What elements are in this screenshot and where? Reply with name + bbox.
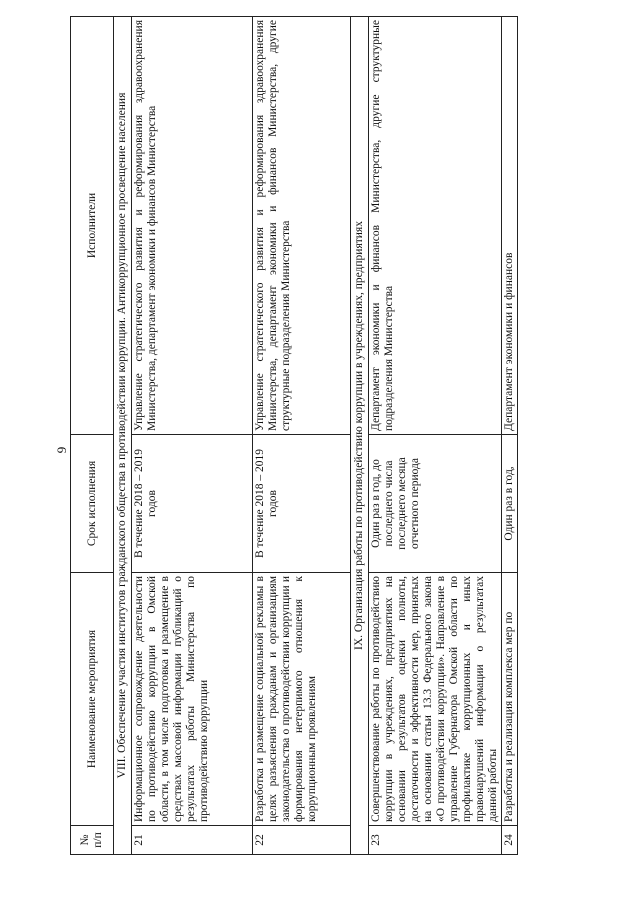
row-name: Информационное сопровождение деятельности по противодействию коррупции в Омской области, в том числе подготовка и размещение в средствах массовой информации публикаций о результатах работы Министерства по противодействию коррупции [132, 573, 253, 826]
table-row [369, 17, 502, 855]
table-row [502, 17, 518, 855]
header-name: Наименование мероприятия [71, 573, 114, 826]
row-name: Разработка и размещение социальной рекламы в целях разъяснения гражданам и организациям законодательства о противодействии коррупции и формирования нетерпимого отношения к коррупционным проявлениям [253, 573, 351, 826]
rotated-page [50, 20, 590, 855]
row-num: 24 [502, 826, 518, 855]
row-term: Один раз в год, [502, 435, 518, 573]
row-executors: Управление стратегического развития и реформирования здравоохранения Министерства, департамент экономики и финансов Министерства, другие структурные подразделения Министерства [253, 17, 351, 435]
row-term: Один раз в год, до последнего числа последнего месяца отчетного периода [369, 435, 502, 573]
row-num: 21 [132, 826, 253, 855]
table-row [132, 17, 253, 855]
table-row [253, 17, 351, 855]
row-executors: Департамент экономики и финансов [502, 17, 518, 435]
row-term: В течение 2018 – 2019 годов [253, 435, 351, 573]
table-header-row [71, 17, 114, 855]
section-row-ix [351, 17, 369, 855]
header-executors: Исполнители [71, 17, 114, 435]
page-number: 9 [54, 446, 69, 454]
header-num: № п/п [71, 826, 114, 855]
section-title-ix: IX. Организация работы по противодействию коррупции в учреждениях, предприятиях [351, 17, 369, 855]
measures-table [70, 16, 518, 855]
row-name: Совершенствование работы по противодействию коррупции в учреждениях, предприятиях на основании результатов оценки полноты, достаточности и эффективности мер, принятых на основании статьи 13.3 Федерального закона «О противодействии коррупции». Направление в управление Губернатора Омской области по профилактике коррупционных и иных правонарушений информации о результатах данной работы [369, 573, 502, 826]
section-row-viii [114, 17, 132, 855]
row-num: 22 [253, 826, 351, 855]
header-term: Срок исполнения [71, 435, 114, 573]
row-num: 23 [369, 826, 502, 855]
row-executors: Управление стратегического развития и реформирования здравоохранения Министерства, департамент экономики и финансов Министерства [132, 17, 253, 435]
row-term: В течение 2018 – 2019 годов [132, 435, 253, 573]
section-title-viii: VIII. Обеспечение участия институтов гражданского общества в противодействии коррупции. Антикоррупционное просвещение населения [114, 17, 132, 855]
row-name: Разработка и реализация комплекса мер по [502, 573, 518, 826]
row-executors: Департамент экономики и финансов Министерства, другие структурные подразделения Министерства [369, 17, 502, 435]
